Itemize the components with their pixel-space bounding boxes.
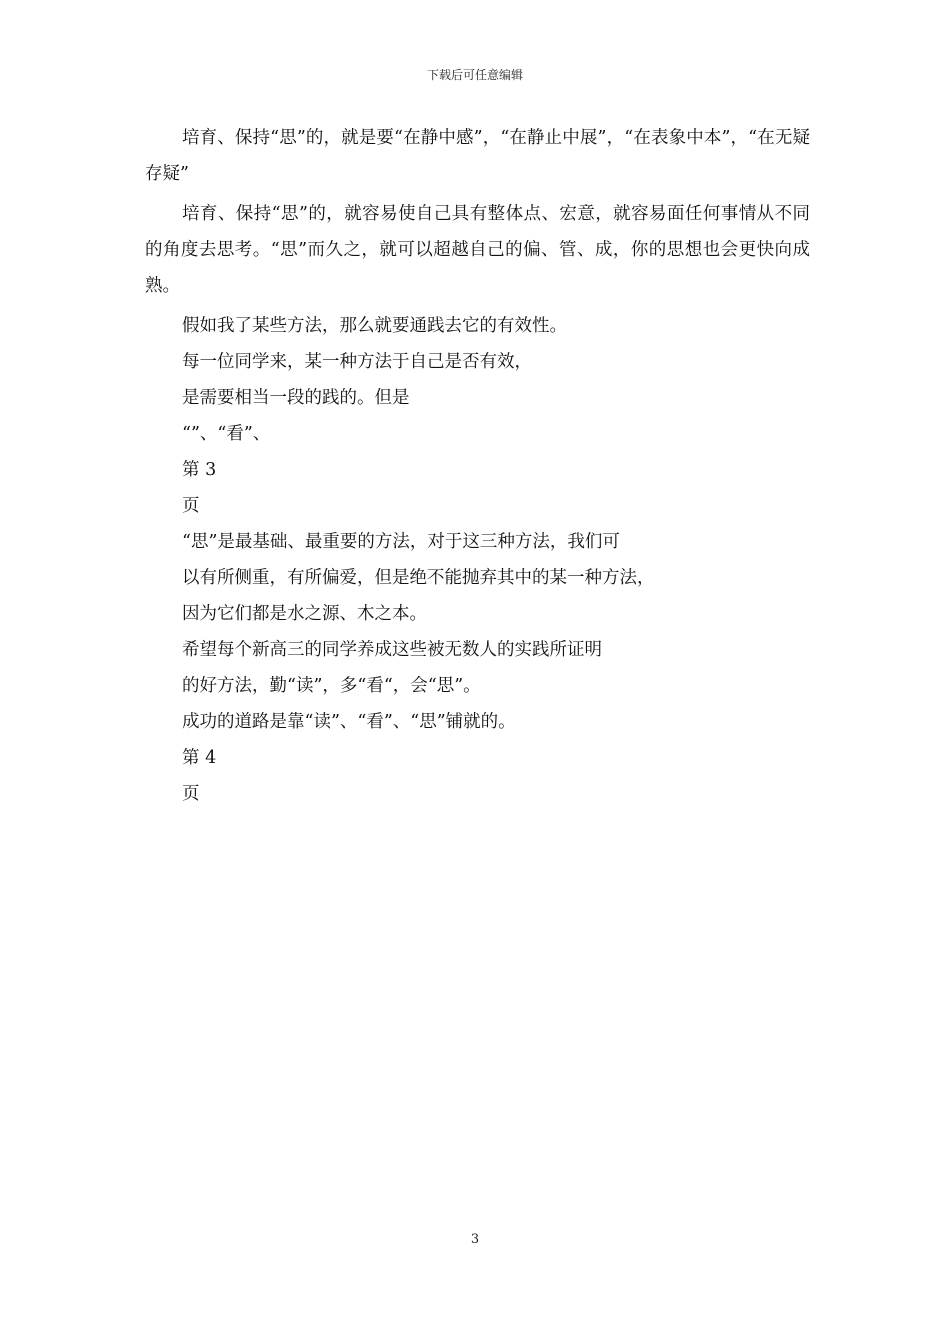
text-line: 成功的道路是靠“读”、“看”、“思”铺就的。	[182, 712, 516, 732]
page-header: 下载后可任意编辑	[426, 68, 523, 82]
text-line: 的好方法，勤“读”，多“看“，会“思”。	[182, 676, 481, 696]
paragraph: 培育、保持“思”的，就容易使自己具有整体点、宏意，就容易面任何事情从不同的角度去思考。“思”而久之，就可以超越自己的偏、管、成，你的思想也会更快向成熟。	[145, 204, 810, 296]
paragraph: 培育、保持“思”的，就是要“在静中感”，“在静止中展”，“在表象中本”，“在无疑存疑”	[145, 128, 810, 184]
document-body	[145, 120, 810, 812]
page-number: 3	[470, 1232, 480, 1247]
text-line: “思”是最基础、最重要的方法，对于这三种方法，我们可	[182, 532, 620, 552]
text-line: “”、“看”、	[182, 424, 271, 444]
text-line: 以有所侧重，有所偏爱，但是绝不能抛弃其中的某一种方法，	[182, 568, 655, 588]
text-line: 假如我了某些方法，那么就要通践去它的有效性。	[182, 316, 567, 336]
text-line: 希望每个新高三的同学养成这些被无数人的实践所证明	[182, 640, 602, 660]
text-line: 每一位同学来，某一种方法于自己是否有效，	[182, 352, 532, 372]
text-line: 因为它们都是水之源、木之本。	[182, 604, 427, 624]
page-marker: 第 4	[182, 748, 217, 768]
page-marker: 页	[182, 784, 200, 804]
page-marker: 第 3	[182, 460, 217, 480]
page-marker: 页	[182, 496, 200, 516]
text-line: 是需要相当一段的践的。但是	[182, 388, 410, 408]
